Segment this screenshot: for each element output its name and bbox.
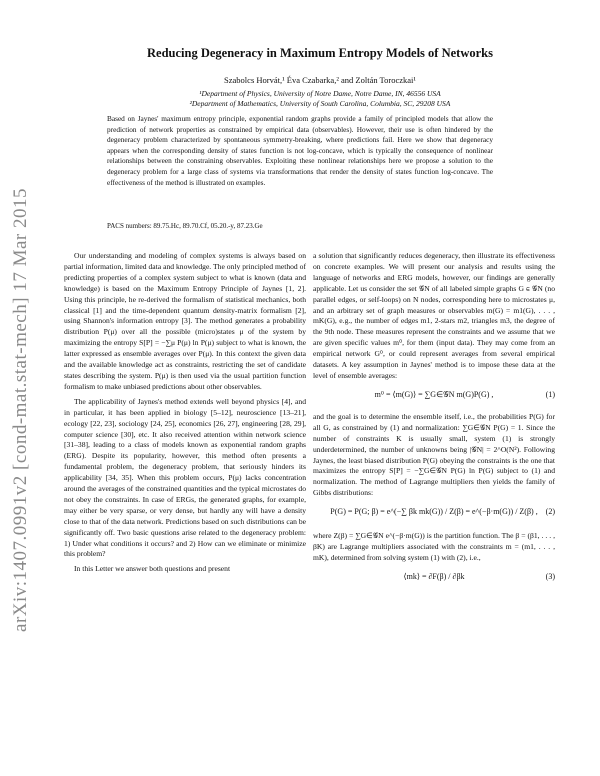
equation-number: (1)	[545, 389, 555, 399]
paper-title: Reducing Degeneracy in Maximum Entropy Models of Networks	[147, 46, 493, 60]
left-column	[64, 251, 306, 579]
paragraph: Our understanding and modeling of complex systems is always based on partial information, limited data and knowledge. The only principled method of predicting properties of a complex system subject to what is known (data and knowledge) is based on the Maximum Entropy Principle of Jaynes [1, 2]. Using this principle, he re-derived the formalism of statistical mechanics, both classical [1] and the time-dependent quantum density-matrix formalism [2], using Shannon's information entropy [3]. The method generates a probability distribution P(μ) over all the possible (micro)states μ of the system by maximizing the entropy S[P] = −∑μ P(μ) ln P(μ) subject to what is known, the latter expressed as ensemble averages over P(μ). In this context the given data and the available knowledge act as constraints, restricting the set of candidate states describing the system. P(μ) is then used via the usual partition function formalism to make unbiased predictions about other observables.	[64, 251, 306, 391]
equation-number: (3)	[545, 571, 555, 581]
affiliation-1: ¹Department of Physics, University of Notre Dame, Notre Dame, IN, 46556 USA	[199, 89, 441, 98]
equation-number: (2)	[545, 507, 555, 517]
equation-body: ⟨mk⟩ = ∂F(β) / ∂βk	[403, 571, 465, 581]
paragraph: The applicability of Jaynes's method extends well beyond physics [4], and in particular, it has been applied in biology [5–12], neuroscience [13–21], ecology [22, 23], sociology [24, 25], economics [26, 27], engineering [28, 29], computer science [30], etc. It also received attention within network science [31–38], leading to a class of models known as exponential random graphs (ERG). Despite its popularity, however, this method often presents a fundamental problem, the degeneracy problem, that seriously hinders its applicability [34, 35]. When this problem occurs, P(μ) lacks concentration around the averages of the constrained quantities and the typical microstates do not obey the constraints. In case of ERGs, the generated graphs, for example, may either be very sparse, or very dense, but hardly any will have a density close to that of the data network. Predictions based on such distributions can be significantly off. Two basic questions arise related to the degeneracy problem: 1) Under what conditions it occurs? and 2) How can we eliminate or minimize this problem?	[64, 396, 306, 559]
abstract: Based on Jaynes' maximum entropy principle, exponential random graphs provide a family of principled models that allow the prediction of network properties as constrained by empirical data (observables). However, their use is often hindered by the degeneracy problem characterized by spontaneous symmetry-breaking, where predictions fail. Here we show that degeneracy appears when the corresponding density of states function is not log-concave, which is typically the consequence of nonlinear relationships between the constraining observables. Exploiting these nonlinear relationships here we propose a solution to the degeneracy problem for a large class of systems via transformations that render the density of states function log-concave. The effectiveness of the method is illustrated on examples.	[107, 114, 493, 187]
affiliation-2: ²Department of Mathematics, University of South Carolina, Columbia, SC, 29208 USA	[189, 99, 451, 108]
equation-2	[313, 503, 555, 527]
equation-body: P(G) = P(G; β) = e^(−∑ βk mk(G)) / Z(β) = e^(−β·m(G)) / Z(β) ,	[330, 507, 538, 517]
paragraph: and the goal is to determine the ensemble itself, i.e., the probabilities P(G) for all G, as constrained by (1) and normalization: ∑G∈𝒢N P(G) = 1. Since the number of constraints K is usually small, system (1) is strongly underdetermined, the number of unknowns being |𝒢N| = 2^O(N²). Following Jaynes, the least biased distribution P(G) obeying the constraints is the one that maximizes the entropy S[P] = −∑G∈𝒢N P(G) ln P(G) subject to (1) and normalization. The method of Lagrange multipliers then yields the family of Gibbs distributions:	[313, 411, 555, 498]
paragraph: where Z(β) = ∑G∈𝒢N e^(−β·m(G)) is the partition function. The β = (β1, . . . , βK) are Lagrange multipliers associated with the constraints m = (m1, . . . , mK), determined from solving system (1) with (2), i.e.,	[313, 531, 555, 562]
arxiv-identifier: arXiv:1407.0991v2 [cond-mat.stat-mech] 17 Mar 2015	[10, 188, 31, 632]
author-list: Szabolcs Horvát,¹ Éva Czabarka,² and Zoltán Toroczkai¹	[224, 75, 416, 85]
arxiv-sidebar-stamp	[6, 150, 36, 670]
equation-1	[313, 386, 555, 408]
equation-3	[313, 568, 555, 590]
pacs-numbers: PACS numbers: 89.75.Hc, 89.70.Cf, 05.20.-y, 87.23.Ge	[107, 222, 263, 230]
right-column	[313, 251, 555, 594]
equation-body: m⁰ = ⟨m(G)⟩ = ∑G∈𝒢N m(G)P(G) ,	[374, 389, 494, 399]
paragraph: In this Letter we answer both questions and present	[74, 564, 231, 574]
paragraph: a solution that significantly reduces degeneracy, then illustrate its effectiveness on concrete examples. We will present our analysis and results using the language of networks and ERG models, however, our findings are generally applicable. Let us consider the set 𝒢N of all labeled simple graphs G ∈ 𝒢N (no parallel edges, or self-loops) on N nodes, corresponding here to microstates μ, and an arbitrary set of graph measures or observables m(G) = m1(G), . . . , mK(G), e.g., the number of edges m1, 2-stars m2, triangles m3, the degree of the 9th node. These measures represent the constraints and we assume that we are given specific values m⁰, for them (input data). They may come from an empirical network G⁰, or could represent averages from several empirical datasets. A key assumption in Jaynes' method is to impose these data at the level of ensemble averages:	[313, 251, 555, 380]
